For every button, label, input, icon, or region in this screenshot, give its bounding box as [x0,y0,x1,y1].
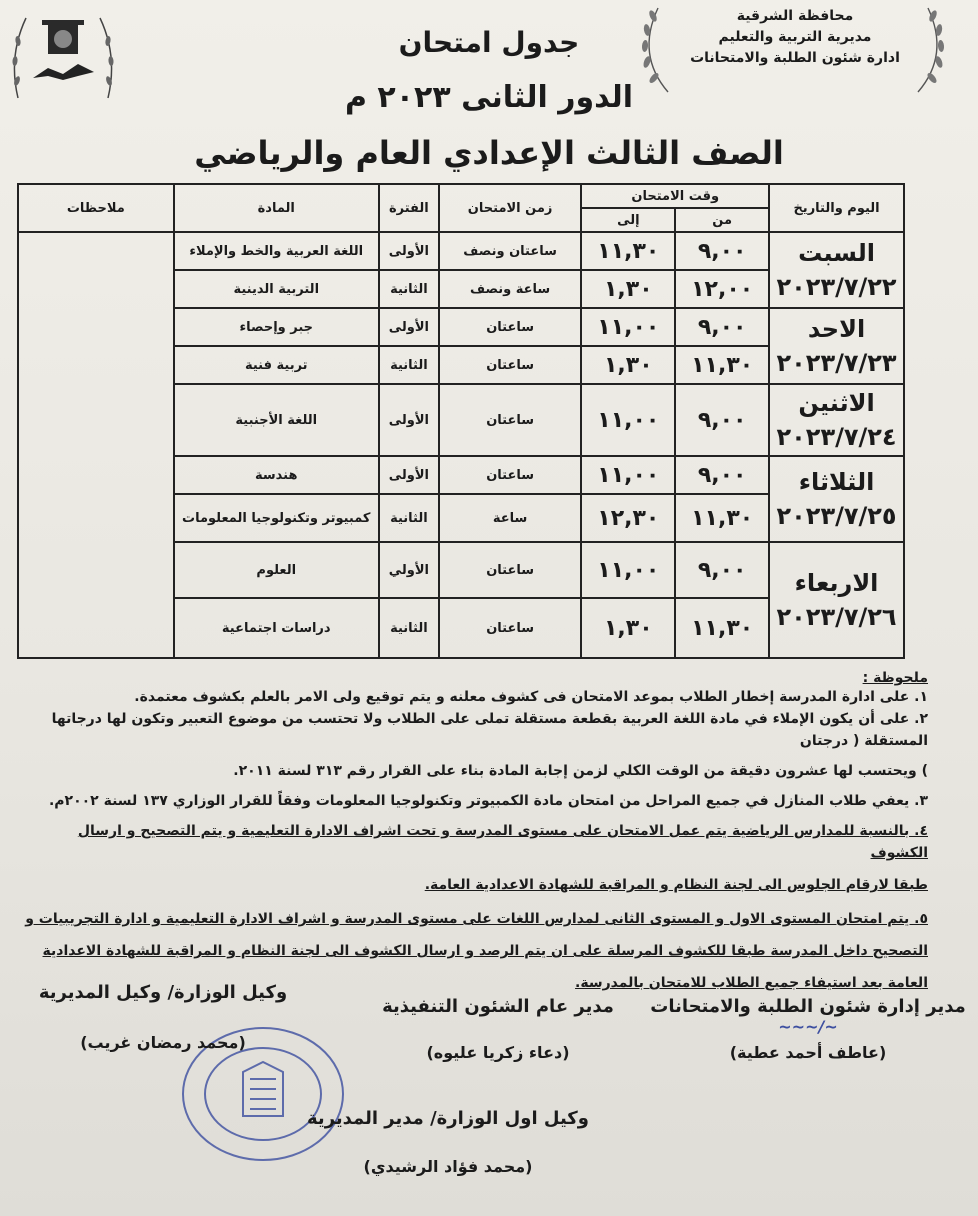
signature-title: مدير إدارة شئون الطلبة والامتحانات [650,996,966,1017]
subject: تربية فنية [174,346,379,384]
header-duration: زمن الامتحان [439,184,582,232]
time-to: ١٢,٣٠ [581,494,675,542]
period: الثانية [379,598,439,658]
time-to: ١,٣٠ [581,346,675,384]
signature-name: (محمد فؤاد الرشيدي) [363,1157,533,1176]
day-date: ٢٠٢٣/٧/٢٥ [776,502,897,530]
period: الثانية [379,270,439,308]
note-item: العامة بعد استيفاء جميع الطلاب للامتحان بالمدرسة. [575,975,928,991]
duration: ساعة ونصف [439,270,582,308]
table-row [18,232,904,270]
note-item: ٣. يعفي طلاب المنازل في جميع المراحل من امتحان مادة الكمبيوتر وتكنولوجيا المعلومات وفقاً للقرار الوزاري ١٣٧ لسنة ٢٠٠٢م. [48,793,928,809]
governorate: محافظة الشرقية [736,8,854,24]
grade-title: الصف الثالث الإعدادي العام والرياضي [194,134,784,172]
day-name: الاربعاء [794,569,879,597]
exam-schedule-table [17,183,905,659]
time-to: ١١,٠٠ [581,384,675,456]
signature-block [348,996,648,1062]
signature-name: (عاطف أحمد عطية) [729,1043,887,1062]
time-to: ١,٣٠ [581,598,675,658]
table-header-row [18,184,904,208]
signature-title: وكيل اول الوزارة/ مدير المديرية [307,1108,589,1129]
subject: اللغة العربية والخط والإملاء [174,232,379,270]
signature-title: مدير عام الشئون التنفيذية [382,996,614,1017]
period: الأولى [379,456,439,494]
period: الأولي [379,542,439,598]
duration: ساعتان [439,346,582,384]
period: الأولى [379,308,439,346]
directorate: مديرية التربية والتعليم [718,29,872,45]
header-subject: المادة [174,184,379,232]
day-date: ٢٠٢٣/٧/٢٣ [776,349,897,377]
duration: ساعتان [439,384,582,456]
header-period: الفترة [379,184,439,232]
time-to: ١١,٠٠ [581,456,675,494]
time-from: ٩,٠٠ [675,542,769,598]
subject: العلوم [174,542,379,598]
duration: ساعتان ونصف [439,232,582,270]
time-to: ١١,٠٠ [581,542,675,598]
department: ادارة شئون الطلبة والامتحانات [690,50,900,66]
signature-space [348,1017,648,1043]
notes-column [18,232,174,658]
signature-title: وكيل الوزارة/ وكيل المديرية [38,982,288,1003]
signature-space [298,1129,598,1157]
day-name: الاثنين [798,389,875,417]
header-notes: ملاحظات [18,184,174,232]
signature-space [8,1003,318,1033]
note-item: التصحيح داخل المدرسة طبقا للكشوف المرسلة على ان يتم الرصد و ارسال الكشوف الى لجنة النظام و المراقبة للشهادة الاعدادية [42,943,928,959]
period: الأولى [379,232,439,270]
day-name: الثلاثاء [798,468,875,496]
time-from: ٩,٠٠ [675,232,769,270]
period: الثانية [379,346,439,384]
subject: هندسة [174,456,379,494]
subject: جبر وإحصاء [174,308,379,346]
note-item: ) ويحتسب لها عشرون دقيقة من الوقت الكلي لزمن إجابة المادة بناء على القرار رقم ٣١٣ لسنة ٢٠١١. [233,763,928,779]
period: الثانية [379,494,439,542]
header-exam-time: وقت الامتحان [581,184,769,208]
time-to: ١١,٣٠ [581,232,675,270]
time-from: ٩,٠٠ [675,308,769,346]
subject: كمبيوتر وتكنولوجيا المعلومات [174,494,379,542]
day-cell [769,384,904,456]
period: الأولى [379,384,439,456]
notes-label: ملحوظة : [862,670,928,686]
day-cell [769,232,904,308]
duration: ساعتان [439,542,582,598]
day-cell [769,456,904,542]
duration: ساعتان [439,598,582,658]
note-item: ٥. يتم امتحان المستوى الاول و المستوى الثانى لمدارس اللغات على مستوى المدرسة و اشراف الادارة التعليمية و ادارة التجريبيات و [25,911,928,927]
subject: التربية الدينية [174,270,379,308]
header-day-date: اليوم والتاريخ [769,184,904,232]
notes-section [16,670,928,994]
header-from: من [675,208,769,232]
note-item: ٢. على أن يكون الإملاء في مادة اللغة العربية بقطعة مستقلة تملى على الطلاب ولا تحتسب من موضوع التعبير وتكون لها درجاتها المستقلة ( درجتان [51,711,928,749]
day-name: السبت [798,239,875,267]
time-from: ٩,٠٠ [675,456,769,494]
exam-round: الدور الثانى ٢٠٢٣ م [344,80,634,115]
subject: دراسات اجتماعية [174,598,379,658]
note-item: ٤. بالنسبة للمدارس الرياضية يتم عمل الامتحان على مستوى المدرسة و تحت اشراف الادارة التعليمية و يتم التصحيح و ارسال الكشوف [77,823,928,861]
day-date: ٢٠٢٣/٧/٢٦ [776,603,897,631]
time-to: ١١,٠٠ [581,308,675,346]
day-date: ٢٠٢٣/٧/٢٢ [776,273,897,301]
signature-block [648,996,968,1062]
duration: ساعتان [439,456,582,494]
note-item: ١. على ادارة المدرسة إخطار الطلاب بموعد الامتحان فى كشوف معلنه و يتم توقيع ولى الامر بالعلم بكشوف معتمدة. [134,689,928,705]
time-from: ١٢,٠٠ [675,270,769,308]
header-to: إلى [581,208,675,232]
duration: ساعة [439,494,582,542]
signature-block [298,1108,598,1176]
signature-name: (دعاء زكريا عليوه) [426,1043,570,1062]
day-cell [769,542,904,658]
duration: ساعتان [439,308,582,346]
page-title: جدول امتحان [398,26,580,59]
subject: اللغة الأجنبية [174,384,379,456]
day-date: ٢٠٢٣/٧/٢٤ [776,423,897,451]
time-from: ١١,٣٠ [675,494,769,542]
time-to: ١,٣٠ [581,270,675,308]
day-name: الاحد [807,315,866,343]
time-from: ١١,٣٠ [675,598,769,658]
day-cell [769,308,904,384]
signature-block [8,982,318,1052]
time-from: ١١,٣٠ [675,346,769,384]
note-item: طبقا لارقام الجلوس الى لجنة النظام و المراقبة للشهادة الاعدادية العامة. [424,877,928,893]
signature-name: (محمد رمضان غريب) [80,1033,246,1052]
time-from: ٩,٠٠ [675,384,769,456]
handwritten-signature: ~/~~~ [778,1017,838,1036]
